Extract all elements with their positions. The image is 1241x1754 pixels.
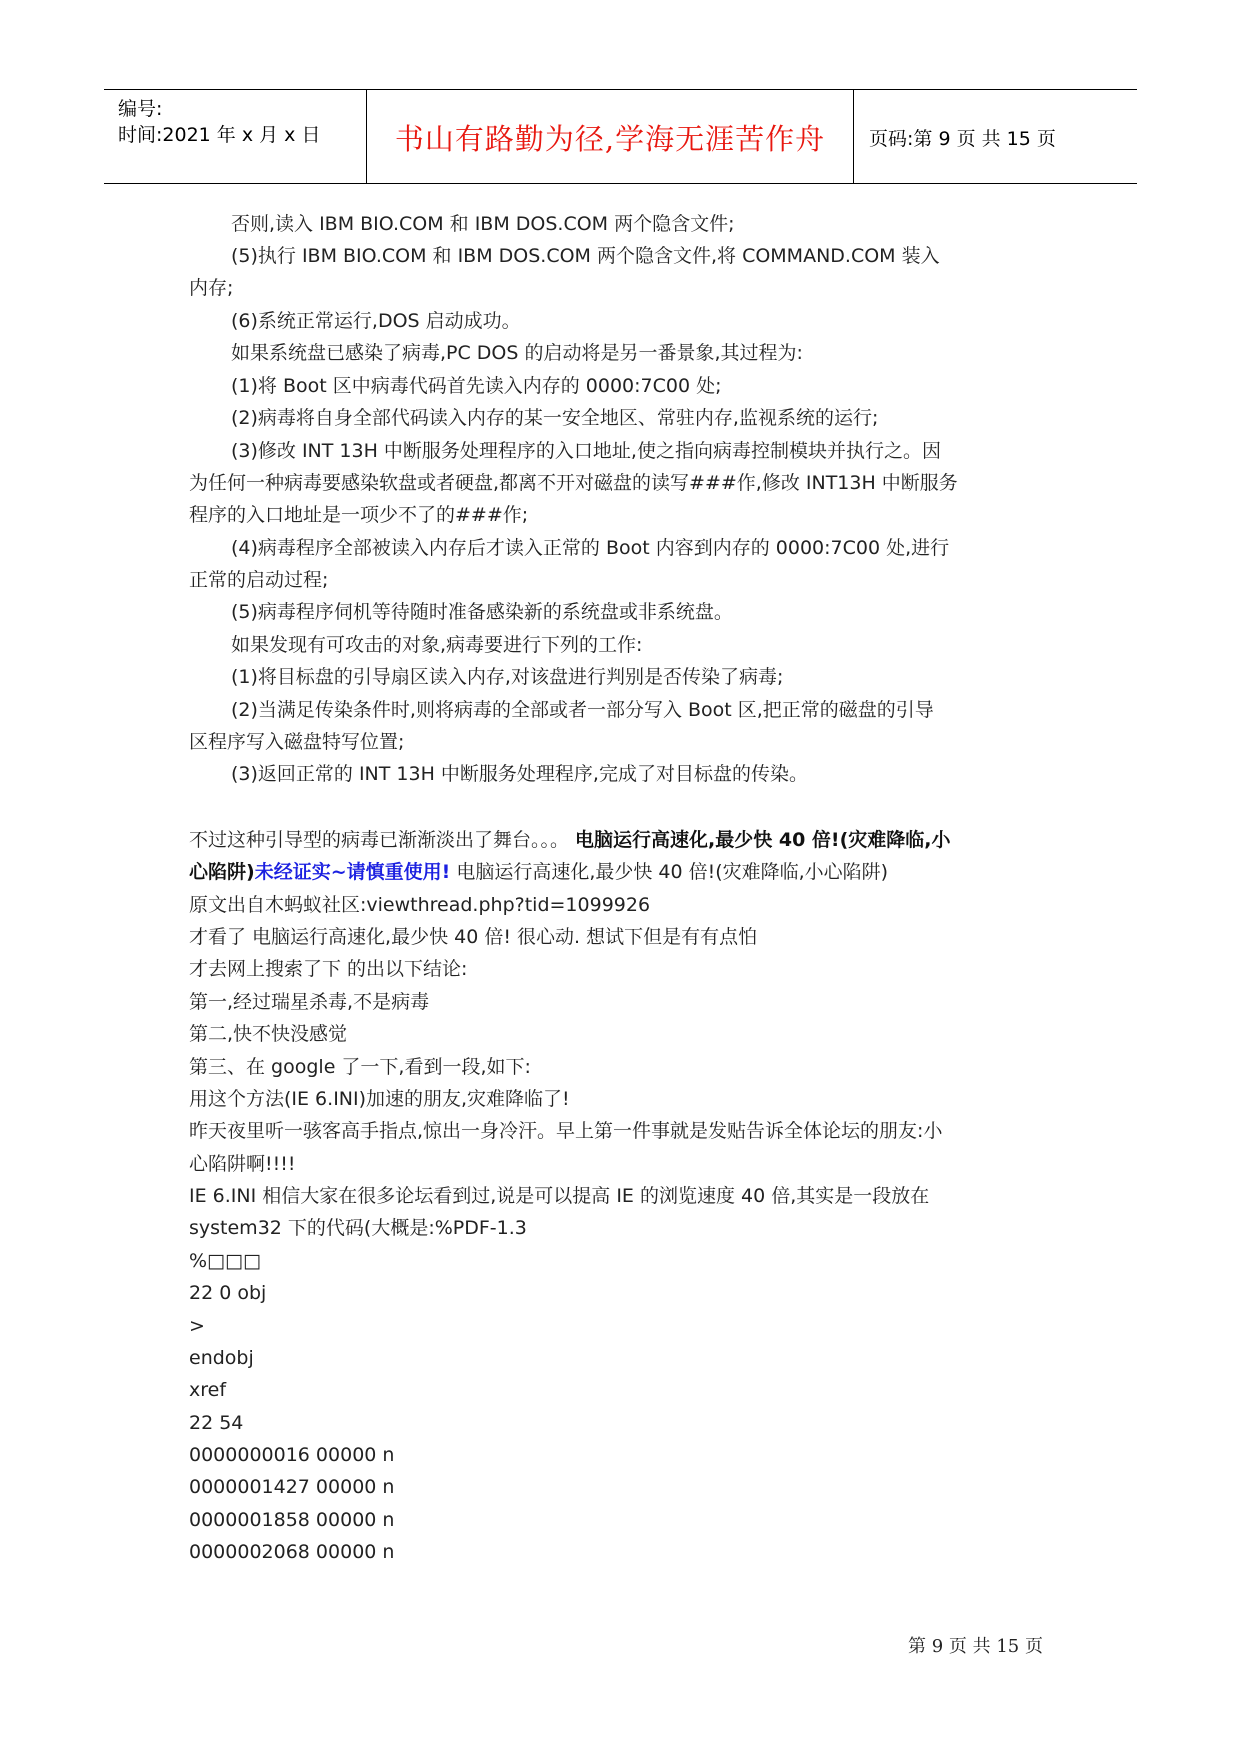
paragraph-line bbox=[189, 828, 951, 852]
paragraph-line: (6)系统正常运行,DOS 启动成功。 bbox=[231, 310, 521, 332]
plain-text: 电脑运行高速化,最少快 40 倍!(灾难降临,小心陷阱) bbox=[450, 861, 889, 883]
header-page-label: 页码:第 9 页 共 15 页 bbox=[869, 128, 1056, 150]
paragraph-line: 才看了 电脑运行高速化,最少快 40 倍! 很心动. 想试下但是有有点怕 bbox=[189, 926, 758, 948]
paragraph-line: 如果发现有可攻击的对象,病毒要进行下列的工作: bbox=[231, 634, 643, 656]
header-time-label: 时间:2021 年 x 月 x 日 bbox=[118, 124, 321, 146]
code-line: 22 54 bbox=[189, 1412, 244, 1434]
code-line: 0000001427 00000 n bbox=[189, 1476, 395, 1498]
header-motto: 书山有路勤为径,学海无涯苦作舟 bbox=[394, 122, 826, 156]
code-line: 22 0 obj bbox=[189, 1282, 267, 1304]
paragraph-line: 否则,读入 IBM BIO.COM 和 IBM DOS.COM 两个隐含文件; bbox=[231, 213, 735, 235]
unverified-warning: 未经证实~请慎重使用! bbox=[254, 861, 451, 883]
paragraph-line: 区程序写入磁盘特写位置; bbox=[189, 731, 405, 753]
bold-title: 电脑运行高速化,最少快 40 倍!(灾难降临,小 bbox=[575, 829, 951, 851]
code-line: endobj bbox=[189, 1347, 254, 1369]
paragraph-line: (1)将目标盘的引导扇区读入内存,对该盘进行判别是否传染了病毒; bbox=[231, 666, 784, 688]
code-line: > bbox=[189, 1315, 205, 1337]
paragraph-line: (3)返回正常的 INT 13H 中断服务处理程序,完成了对目标盘的传染。 bbox=[231, 763, 808, 785]
paragraph-line: 第三、在 google 了一下,看到一段,如下: bbox=[189, 1056, 531, 1078]
paragraph-line: 第二,快不快没感觉 bbox=[189, 1023, 348, 1045]
paragraph-line: system32 下的代码(大概是:%PDF-1.3 bbox=[189, 1217, 527, 1239]
paragraph-line: 如果系统盘已感染了病毒,PC DOS 的启动将是另一番景象,其过程为: bbox=[231, 342, 803, 364]
paragraph-line bbox=[189, 860, 888, 884]
paragraph-line: 第一,经过瑞星杀毒,不是病毒 bbox=[189, 991, 430, 1013]
paragraph-line: (2)病毒将自身全部代码读入内存的某一安全地区、常驻内存,监视系统的运行; bbox=[231, 407, 879, 429]
page-footer: 第 9 页 共 15 页 bbox=[908, 1636, 1043, 1657]
paragraph-line: 程序的入口地址是一项少不了的###作; bbox=[189, 504, 529, 526]
bold-title-continued: 心陷阱) bbox=[189, 861, 255, 883]
paragraph-line: (4)病毒程序全部被读入内存后才读入正常的 Boot 内容到内存的 0000:7C00 处,进行 bbox=[231, 537, 950, 559]
paragraph-line: 才去网上搜索了下 的出以下结论: bbox=[189, 958, 468, 980]
paragraph-line: 正常的启动过程; bbox=[189, 569, 329, 591]
paragraph-line: 为任何一种病毒要感染软盘或者硬盘,都离不开对磁盘的读写###作,修改 INT13H 中断服务 bbox=[189, 472, 958, 494]
source-line: 原文出自木蚂蚁社区:viewthread.php?tid=1099926 bbox=[189, 894, 651, 916]
header-number-label: 编号: bbox=[118, 98, 163, 120]
paragraph-line: (3)修改 INT 13H 中断服务处理程序的入口地址,使之指向病毒控制模块并执行之。因 bbox=[231, 440, 941, 462]
code-line: 0000001858 00000 n bbox=[189, 1509, 395, 1531]
paragraph-line: 昨天夜里听一骇客高手指点,惊出一身冷汗。早上第一件事就是发贴告诉全体论坛的朋友:小 bbox=[189, 1120, 943, 1142]
paragraph-line: IE 6.INI 相信大家在很多论坛看到过,说是可以提高 IE 的浏览速度 40 倍,其实是一段放在 bbox=[189, 1185, 930, 1207]
paragraph-line: (1)将 Boot 区中病毒代码首先读入内存的 0000:7C00 处; bbox=[231, 375, 722, 397]
code-line: xref bbox=[189, 1379, 227, 1401]
paragraph-line: 用这个方法(IE 6.INI)加速的朋友,灾难降临了! bbox=[189, 1088, 570, 1110]
code-line: %□□□ bbox=[189, 1250, 261, 1272]
code-line: 0000002068 00000 n bbox=[189, 1541, 395, 1563]
paragraph-line: (2)当满足传染条件时,则将病毒的全部或者一部分写入 Boot 区,把正常的磁盘的引导 bbox=[231, 699, 934, 721]
plain-text: 不过这种引导型的病毒已渐渐淡出了舞台。。。 bbox=[189, 829, 576, 851]
paragraph-line: (5)病毒程序伺机等待随时准备感染新的系统盘或非系统盘。 bbox=[231, 601, 733, 623]
paragraph-line: (5)执行 IBM BIO.COM 和 IBM DOS.COM 两个隐含文件,将 COMMAND.COM 装入 bbox=[231, 245, 940, 267]
paragraph-line: 内存; bbox=[189, 277, 234, 299]
paragraph-line: 心陷阱啊!!!! bbox=[189, 1153, 296, 1175]
code-line: 0000000016 00000 n bbox=[189, 1444, 395, 1466]
